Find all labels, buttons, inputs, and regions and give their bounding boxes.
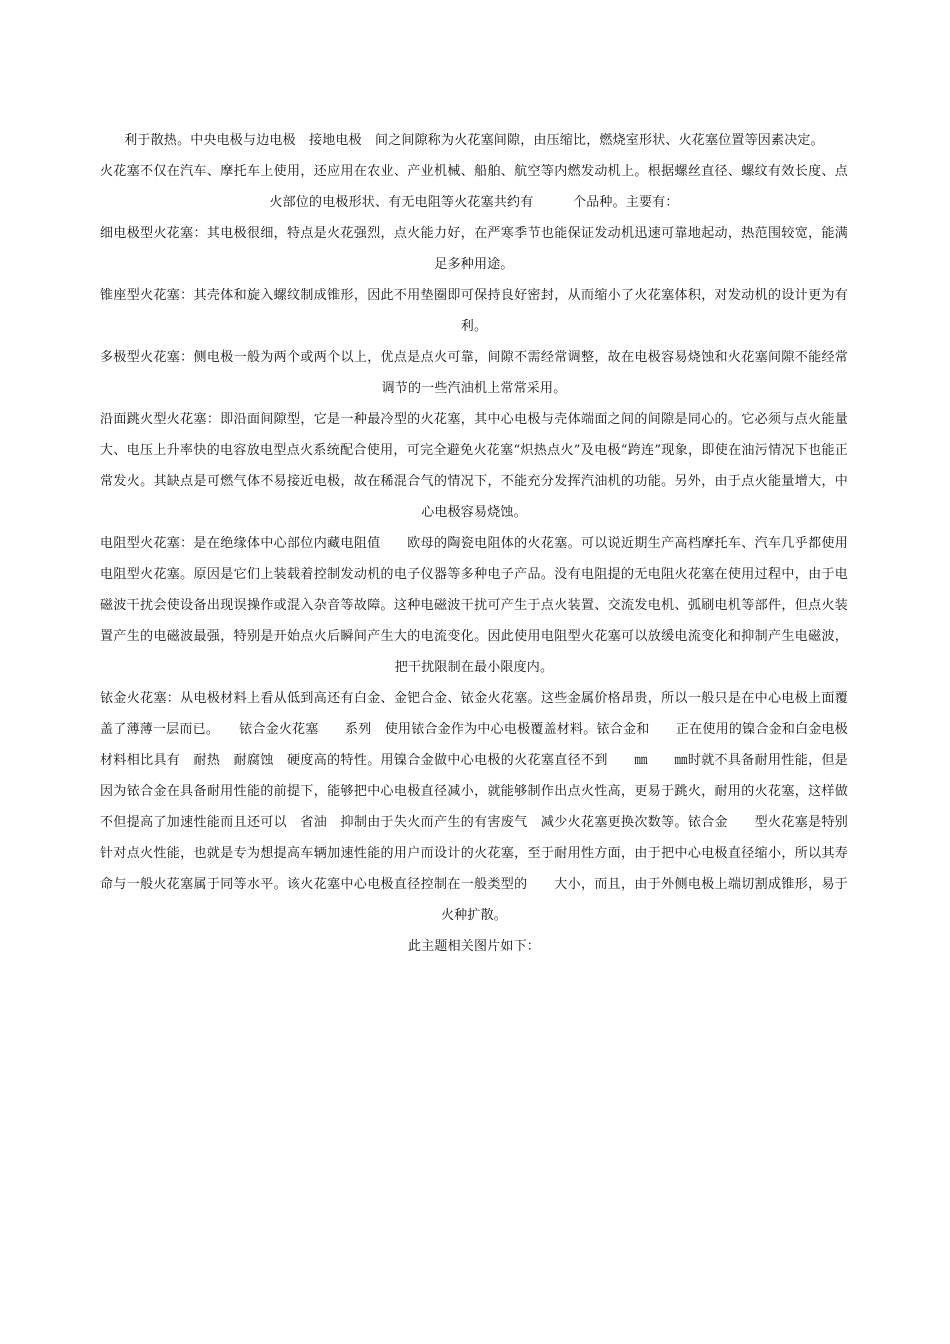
paragraph-iridium: 铱金火花塞：从电极材料上看从低到高还有白金、金钯合金、铱金火花塞。这些金属价格昂贵，所以一般只是在中心电极上面覆盖了薄薄一层而已。 铱合金火花塞 系列 使用铱合金作为中心电极覆盖材料。铱合金和 正在使用的镍合金和白金电极材料相比具有 耐热 耐腐蚀 硬度高的特性。用镍合金做中心电极的火花塞直径不到 ㎜ ㎜时就不具备耐用性能，但是因为铱合金在具备耐用性能的前提下，能够把中心电极直径减小，就能够制作出点火性高，更易于跳火，耐用的火花塞，这样做不但提高了加速性能而且还可以 省油 抑制由于失火而产生的有害废气 减少火花塞更换次数等。铱合金 型火花塞是特别针对点火性能，也就是专为想提高车辆加速性能的用户而设计的火花塞，至于耐用性方面，由于把中心电极直径缩小，所以其寿命与一般火花塞属于同等水平。该火花塞中心电极直径控制在一般类型的 大小，而且，由于外侧电极上端切割成锥形，易于火种扩散。	[100, 691, 848, 923]
paragraph-multi-electrode: 多极型火花塞：侧电极一般为两个或两个以上，优点是点火可靠，间隙不需经常调整，故在电极容易烧蚀和火花塞间隙不能经常调节的一些汽油机上常常采用。	[100, 350, 848, 396]
paragraph-fine-electrode: 细电极型火花塞：其电极很细，特点是火花强烈，点火能力好，在严寒季节也能保证发动机迅速可靠地起动，热范围较宽，能满足多种用途。	[100, 226, 848, 272]
document-body	[100, 125, 848, 962]
paragraph-applications: 火花塞不仅在汽车、摩托车上使用，还应用在农业、产业机械、船舶、航空等内燃发动机上。根据螺丝直径、螺纹有效长度、点火部位的电极形状、有无电阻等火花塞共约有 个品种。主要有：	[100, 164, 848, 210]
paragraph-surface-discharge: 沿面跳火型火花塞：即沿面间隙型，它是一种最冷型的火花塞，其中心电极与壳体端面之间的间隙是同心的。它必须与点火能量大、电压上升率快的电容放电型点火系统配合使用，可完全避免火花塞“炽热点火”及电极“跨连”现象，即使在油污情况下也能正常发火。其缺点是可燃气体不易接近电极，故在稀混合气的情况下，不能充分发挥汽油机的功能。另外，由于点火能量增大，中心电极容易烧蚀。	[100, 412, 848, 520]
paragraph-taper-seat: 锥座型火花塞：其壳体和旋入螺纹制成锥形，因此不用垫圈即可保持良好密封，从而缩小了火花塞体积，对发动机的设计更为有利。	[100, 288, 848, 334]
paragraph-related-images: 此主题相关图片如下：	[407, 939, 540, 954]
paragraph-gap-intro: 利于散热。中央电极与边电极 接地电极 间之间隙称为火花塞间隙，由压缩比，燃烧室形状、火花塞位置等因素决定。	[124, 133, 824, 148]
paragraph-resistor: 电阻型火花塞：是在绝缘体中心部位内藏电阻值 欧母的陶瓷电阻体的火花塞。可以说近期生产高档摩托车、汽车几乎都使用电阻型火花塞。原因是它们上装载着控制发动机的电子仪器等多种电子产品。没有电阻提的无电阻火花塞在使用过程中，由于电磁波干扰会使设备出现误操作或混入杂音等故障。这种电磁波干扰可产生于点火装置、交流发电机、弧刷电机等部件，但点火装置产生的电磁波最强，特别是开始点火后瞬间产生大的电流变化。因此使用电阻型火花塞可以放缓电流变化和抑制产生电磁波，把干扰限制在最小限度内。	[100, 536, 848, 675]
